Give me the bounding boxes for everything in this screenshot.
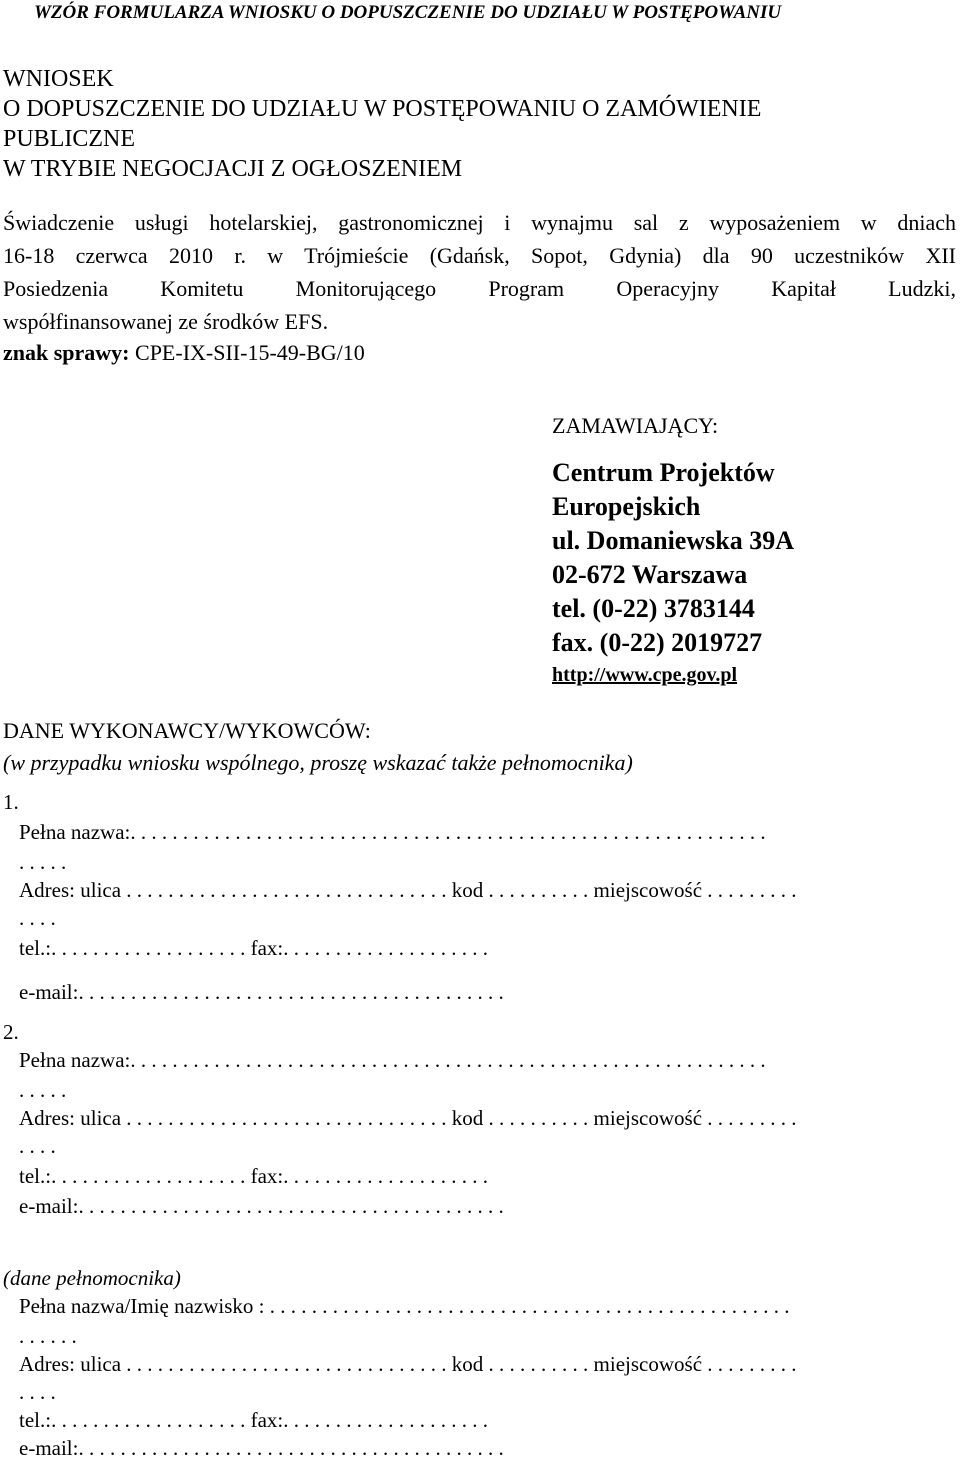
- contractor-1-address-field: Adres: ulica . . . . . . . . . . . . . . . . . . . . . . . . . . . . . . . kod . . . . . . . . . . miejscowość . . . . . . . . .: [19, 878, 797, 902]
- title-line-4: W TRYBIE NEGOCJACJI Z OGŁOSZENIEM: [3, 156, 463, 182]
- contractor-2-number: 2.: [3, 1020, 19, 1044]
- proxy-full-name-field: Pełna nazwa/Imię nazwisko : . . . . . . . . . . . . . . . . . . . . . . . . . . . . . . . . . . . . . . . . . . . . . . . . . .: [19, 1294, 790, 1318]
- subject-line-3: Posiedzenia Komitetu Monitorującego Program Operacyjny Kapitał Ludzki,: [3, 276, 956, 301]
- contractor-1-full-name-continuation: . . . . .: [19, 850, 67, 874]
- proxy-email-field: e-mail:. . . . . . . . . . . . . . . . . . . . . . . . . . . . . . . . . . . . . . . . .: [19, 1436, 504, 1460]
- proxy-address-field: Adres: ulica . . . . . . . . . . . . . . . . . . . . . . . . . . . . . . . kod . . . . . . . . . . miejscowość . . . . . . . . .: [19, 1352, 797, 1376]
- contractor-2-address-field: Adres: ulica . . . . . . . . . . . . . . . . . . . . . . . . . . . . . . . kod . . . . . . . . . . miejscowość . . . . . . . . .: [19, 1106, 797, 1130]
- contractor-2-full-name-field: Pełna nazwa:. . . . . . . . . . . . . . . . . . . . . . . . . . . . . . . . . . . . . . . . . . . . . . . . . . . . . . . . . . . . .: [19, 1048, 766, 1072]
- contractor-2-email-field: e-mail:. . . . . . . . . . . . . . . . . . . . . . . . . . . . . . . . . . . . . . . . .: [19, 1194, 504, 1218]
- contractor-1-email-field: e-mail:. . . . . . . . . . . . . . . . . . . . . . . . . . . . . . . . . . . . . . . . .: [19, 980, 504, 1004]
- contractor-1-full-name-field: Pełna nazwa:. . . . . . . . . . . . . . . . . . . . . . . . . . . . . . . . . . . . . . . . . . . . . . . . . . . . . . . . . . . . .: [19, 820, 766, 844]
- contractor-1-number: 1.: [3, 790, 19, 814]
- contractor-1-phone-fax-field: tel.:. . . . . . . . . . . . . . . . . . . fax:. . . . . . . . . . . . . . . . . . . .: [19, 936, 488, 960]
- authority-website-link[interactable]: http://www.cpe.gov.pl: [552, 664, 738, 686]
- subject-line-4: współfinansowanej ze środków EFS.: [3, 309, 329, 334]
- contracting-authority-label: ZAMAWIAJĄCY:: [552, 413, 719, 438]
- case-number: CPE-IX-SII-15-49-BG/10: [129, 340, 365, 365]
- authority-street: ul. Domaniewska 39A: [552, 526, 794, 555]
- authority-name-line-1: Centrum Projektów: [552, 458, 775, 487]
- contractor-data-note: (w przypadku wniosku wspólnego, proszę wskazać także pełnomocnika): [3, 750, 633, 775]
- contractor-2-full-name-continuation: . . . . .: [19, 1078, 67, 1102]
- subject-line-2: 16-18 czerwca 2010 r. w Trójmieście (Gdańsk, Sopot, Gdynia) dla 90 uczestników XII: [3, 243, 956, 268]
- case-reference: [3, 340, 956, 366]
- subject-line-1: Świadczenie usługi hotelarskiej, gastronomicznej i wynajmu sal z wyposażeniem w dniach: [3, 210, 956, 235]
- authority-fax: fax. (0-22) 2019727: [552, 628, 763, 657]
- authority-tel: tel. (0-22) 3783144: [552, 594, 755, 623]
- authority-name-line-2: Europejskich: [552, 492, 701, 521]
- title-line-1: WNIOSEK: [3, 66, 114, 92]
- form-template-note: WZÓR FORMULARZA WNIOSKU O DOPUSZCZENIE DO UDZIAŁU W POSTĘPOWANIU: [34, 2, 782, 23]
- contractor-1-address-continuation: . . . .: [19, 906, 56, 930]
- authority-city: 02-672 Warszawa: [552, 560, 748, 589]
- contractor-2-phone-fax-field: tel.:. . . . . . . . . . . . . . . . . . . fax:. . . . . . . . . . . . . . . . . . . .: [19, 1164, 488, 1188]
- title-line-3: PUBLICZNE: [3, 126, 135, 152]
- proxy-data-label: (dane pełnomocnika): [3, 1266, 181, 1290]
- title-line-2: O DOPUSZCZENIE DO UDZIAŁU W POSTĘPOWANIU O ZAMÓWIENIE: [3, 96, 762, 122]
- proxy-full-name-continuation: . . . . . .: [19, 1324, 77, 1348]
- case-label: znak sprawy:: [3, 340, 130, 365]
- proxy-address-continuation: . . . .: [19, 1380, 56, 1404]
- contractor-2-address-continuation: . . . .: [19, 1134, 56, 1158]
- proxy-phone-fax-field: tel.:. . . . . . . . . . . . . . . . . . . fax:. . . . . . . . . . . . . . . . . . . .: [19, 1408, 488, 1432]
- contractor-data-heading: DANE WYKONAWCY/WYKOWCÓW:: [3, 718, 371, 743]
